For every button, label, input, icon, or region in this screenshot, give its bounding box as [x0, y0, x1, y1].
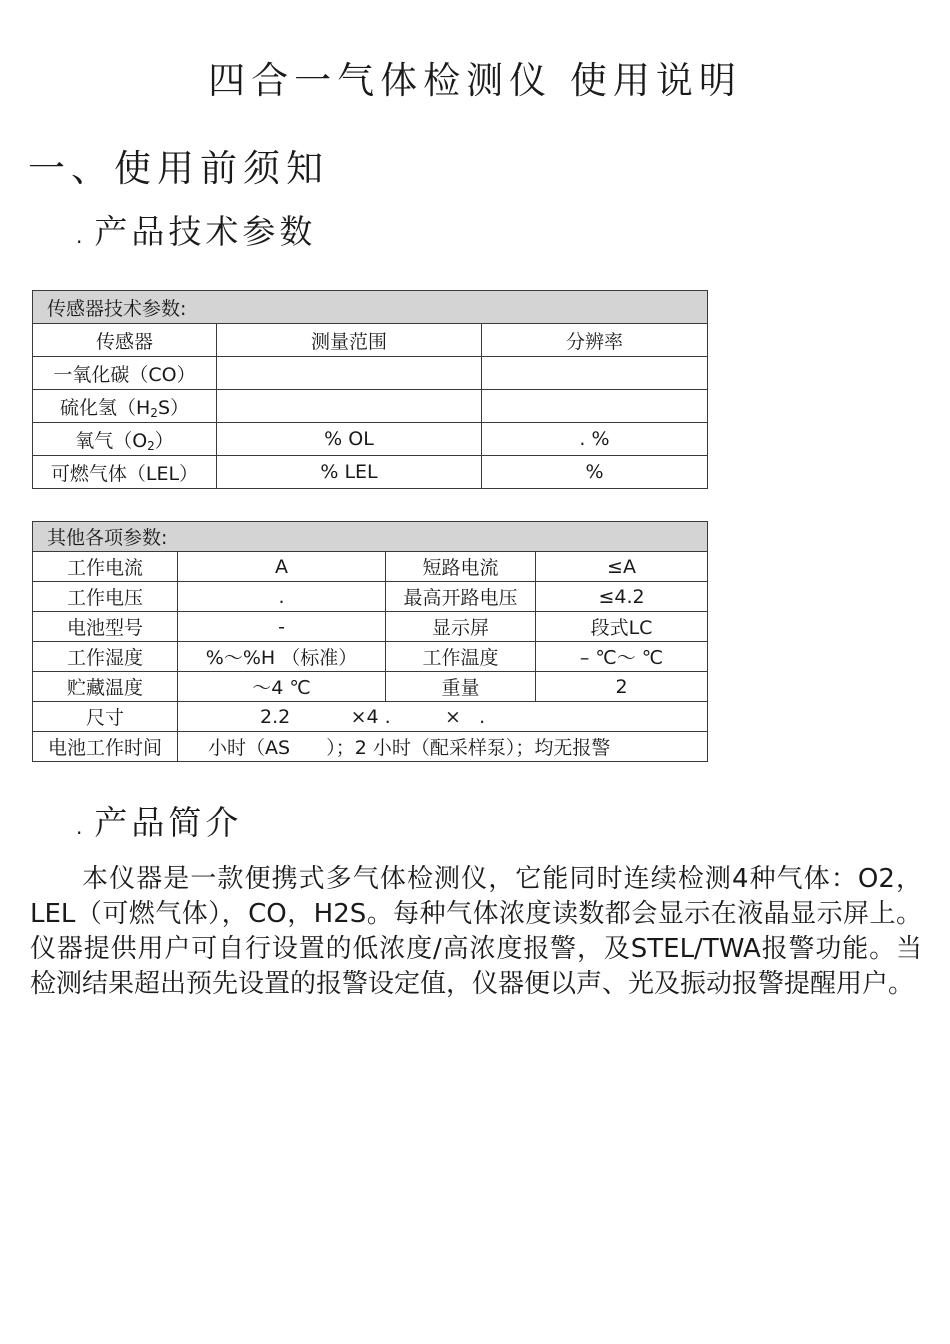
param-label: 工作电压: [33, 582, 178, 612]
param-value: 2: [536, 672, 708, 702]
table-row: [33, 582, 708, 612]
table-row: [33, 357, 708, 390]
sensor-name: 可燃气体（LEL）: [33, 456, 217, 489]
sensor-name: 一氧化碳（CO）: [33, 357, 217, 390]
subscript: 2: [147, 438, 155, 453]
other-params-table: [32, 521, 708, 762]
sensor-name-text: S）: [157, 396, 189, 419]
header-cell: 传感器: [33, 324, 217, 357]
sensor-name: [33, 423, 217, 456]
param-value: ～4 ℃: [178, 672, 386, 702]
header-cell: 测量范围: [217, 324, 482, 357]
subsection-title: 产品简介: [94, 803, 243, 842]
subsection-heading-specs: [76, 206, 316, 253]
header-cell: 分辨率: [482, 324, 708, 357]
param-value: 2.2 ×4 . × .: [178, 702, 708, 732]
sensor-resolution: [482, 390, 708, 423]
sensor-name: [33, 390, 217, 423]
table-row: [33, 456, 708, 489]
subsection-heading-intro: [76, 797, 242, 844]
param-value: A: [178, 552, 386, 582]
param-label: 工作电流: [33, 552, 178, 582]
sensor-name-text: 氧气（O: [75, 429, 148, 452]
other-table-caption: 其他各项参数:: [33, 522, 708, 552]
param-label: 最高开路电压: [386, 582, 536, 612]
subsection-number: .: [76, 224, 83, 248]
sensor-resolution: . %: [482, 423, 708, 456]
intro-paragraph: 本仪器是一款便携式多气体检测仪，它能同时连续检测4种气体：O2，LEL（可燃气体），CO，H2S。每种气体浓度读数都会显示在液晶显示屏上。仪器提供用户可自行设置的低浓度/高浓度报警，及STEL/TWA报警功能。当检测结果超出预先设置的报警设定值，仪器便以声、光及振动报警提醒用户。: [30, 864, 922, 999]
table-row: [33, 612, 708, 642]
table-row: [33, 732, 708, 762]
param-label: 电池型号: [33, 612, 178, 642]
sensor-table-caption: 传感器技术参数:: [33, 291, 708, 324]
param-value: – ℃～ ℃: [536, 642, 708, 672]
param-value: 小时（AS ）；2 小时（配采样泵）；均无报警: [178, 732, 708, 762]
param-label: 短路电流: [386, 552, 536, 582]
sensor-range: [217, 357, 482, 390]
subscript: 2: [150, 405, 158, 420]
param-label: 尺寸: [33, 702, 178, 732]
subsection-number: .: [76, 815, 83, 839]
document-title: 四合一气体检测仪 使用说明: [208, 59, 742, 102]
param-label: 贮藏温度: [33, 672, 178, 702]
table-row: [33, 423, 708, 456]
table-row: [33, 672, 708, 702]
sensor-resolution: %: [482, 456, 708, 489]
table-row: [33, 552, 708, 582]
param-label: 工作湿度: [33, 642, 178, 672]
param-label: 重量: [386, 672, 536, 702]
param-value: 段式LC: [536, 612, 708, 642]
param-label: 显示屏: [386, 612, 536, 642]
table-row: [33, 642, 708, 672]
table-row: [33, 390, 708, 423]
sensor-range: % OL: [217, 423, 482, 456]
param-label: 工作温度: [386, 642, 536, 672]
product-intro: [30, 862, 922, 1002]
sensor-name-text: ）: [154, 429, 174, 452]
param-value: -: [178, 612, 386, 642]
param-value: .: [178, 582, 386, 612]
param-value: ≤A: [536, 552, 708, 582]
table-header-row: [33, 324, 708, 357]
param-label: 电池工作时间: [33, 732, 178, 762]
subsection-title: 产品技术参数: [94, 212, 317, 251]
table-row: [33, 702, 708, 732]
sensor-range: % LEL: [217, 456, 482, 489]
sensor-spec-table: [32, 290, 708, 489]
sensor-name-text: 硫化氢（H: [60, 396, 151, 419]
param-value: ≤4.2: [536, 582, 708, 612]
param-value: %～%H （标准）: [178, 642, 386, 672]
section-heading: 一、使用前须知: [28, 147, 329, 190]
sensor-resolution: [482, 357, 708, 390]
sensor-range: [217, 390, 482, 423]
